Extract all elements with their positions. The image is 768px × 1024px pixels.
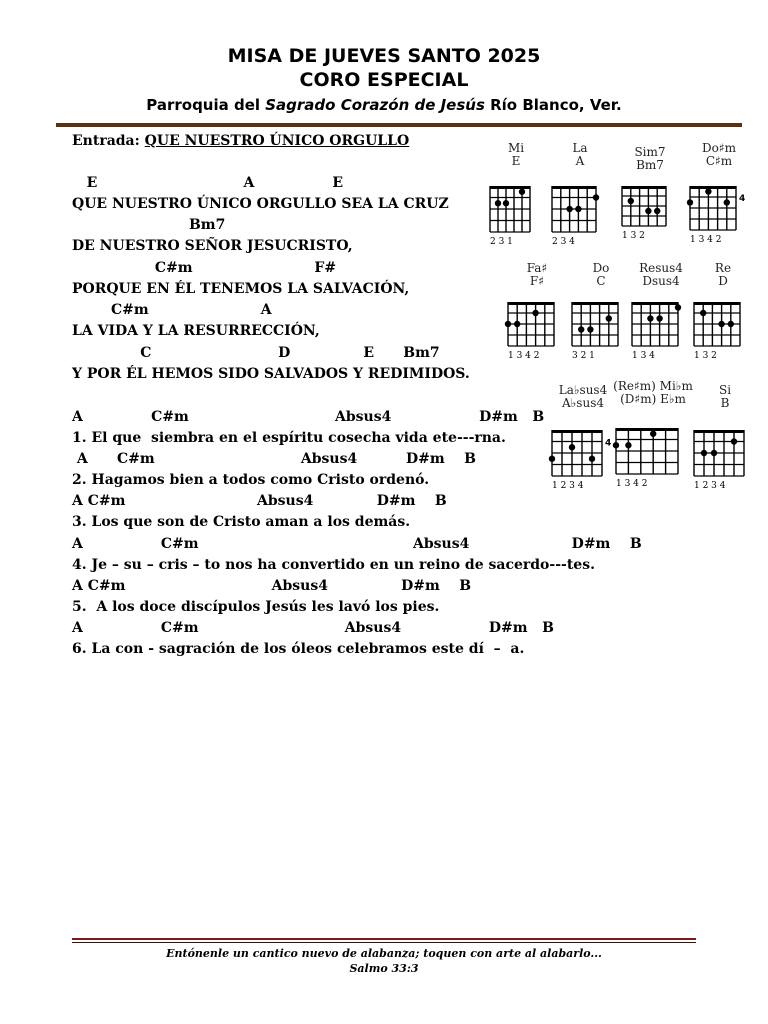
footer-quote: Entónenle un cantico nuevo de alabanza; toquen con arte al alabarlo... <box>166 947 602 960</box>
verse-line: 2. Hagamos bien a todos como Cristo ordenó. <box>72 472 430 488</box>
chord-line: C#m F# <box>72 260 337 276</box>
verse-line: 1. El que siembra en el espíritu cosecha vida ete---rna. <box>72 430 506 446</box>
intro-label: Entrada: <box>72 133 145 149</box>
chord-line: A C#m Absus4 D#m B <box>72 451 476 467</box>
chord-diagram <box>628 262 694 366</box>
svg-text:2 3 1: 2 3 1 <box>490 237 513 247</box>
chord-name: Fa♯ <box>526 261 548 275</box>
chord-diagram <box>486 142 546 252</box>
chord-diagram <box>690 384 760 496</box>
lyric-line: QUE NUESTRO ÚNICO ORGULLO SEA LA CRUZ <box>72 196 449 212</box>
chord-diagram <box>548 384 618 496</box>
chord-name-alt: Dsus4 <box>642 274 680 288</box>
svg-text:4: 4 <box>605 438 612 449</box>
fretboard-grid <box>568 298 634 366</box>
page-subtitle: CORO ESPECIAL <box>299 69 469 91</box>
chord-line: Bm7 <box>72 217 226 233</box>
svg-text:1 3 4 2: 1 3 4 2 <box>690 235 722 245</box>
lyric-line: LA VIDA Y LA RESURRECCIÓN, <box>72 323 320 339</box>
chord-name-alt: C♯m <box>705 154 733 168</box>
fretboard-grid <box>548 426 618 496</box>
svg-text:1 3 4: 1 3 4 <box>632 351 655 361</box>
fretboard-grid <box>628 298 694 366</box>
svg-text:1 2 3 4: 1 2 3 4 <box>552 481 584 491</box>
fretboard-grid <box>690 298 756 366</box>
chord-name: La♭sus4 <box>558 383 608 397</box>
svg-text:4: 4 <box>739 194 746 204</box>
fretboard-grid <box>504 298 570 366</box>
chord-name-alt: (D♯m) E♭m <box>620 392 686 406</box>
chord-name: Do♯m <box>701 141 737 155</box>
chord-name: Resus4 <box>639 261 683 275</box>
chord-diagram <box>686 142 752 250</box>
fretboard-grid <box>686 182 752 250</box>
chord-name-alt: C <box>596 274 606 288</box>
svg-text:1 3 4 2: 1 3 4 2 <box>508 351 540 361</box>
chord-diagram <box>504 262 570 366</box>
verse-line: 4. Je – su – cris – to nos ha convertido en un reino de sacerdo---tes. <box>72 557 595 573</box>
page-title: MISA DE JUEVES SANTO 2025 <box>227 45 541 67</box>
fretboard-grid <box>618 182 682 246</box>
footer-divider-thin <box>72 942 696 943</box>
header-divider <box>56 123 742 127</box>
chord-line: A C#m Absus4 D#m B <box>72 493 447 509</box>
verse-line: 3. Los que son de Cristo aman a los demás. <box>72 514 411 530</box>
svg-text:2 3 4: 2 3 4 <box>552 237 575 247</box>
lyric-line: DE NUESTRO SEÑOR JESUCRISTO, <box>72 238 353 254</box>
fretboard-grid <box>548 182 612 252</box>
chord-name-alt: A♭sus4 <box>561 396 604 410</box>
fretboard-grid <box>612 424 694 494</box>
page-header <box>0 44 768 116</box>
chord-line: C D E Bm7 <box>72 345 440 361</box>
svg-text:3 2 1: 3 2 1 <box>572 351 595 361</box>
chord-name: Si <box>718 383 732 397</box>
chord-line: C#m A <box>72 302 272 318</box>
footer-citation: Salmo 33:3 <box>349 962 419 975</box>
parish-name <box>0 94 768 116</box>
svg-text:1 3 4 2: 1 3 4 2 <box>616 479 648 489</box>
parish-italic: Sagrado Corazón de Jesús <box>265 96 485 114</box>
footer-divider <box>72 938 696 940</box>
chord-diagram <box>568 262 634 366</box>
chord-diagram <box>548 142 612 252</box>
fretboard-grid <box>486 182 546 252</box>
chord-diagram <box>618 146 682 246</box>
verse-line: 6. La con - sagración de los óleos celebramos este dí – a. <box>72 641 525 657</box>
chord-line: A C#m Absus4 D#m B <box>72 409 545 425</box>
chord-name: Sim7 <box>634 145 666 159</box>
chord-name: (Re♯m) Mi♭m <box>613 379 693 393</box>
chord-name-alt: F♯ <box>529 274 545 288</box>
lyric-line: PORQUE EN ÉL TENEMOS LA SALVACIÓN, <box>72 281 410 297</box>
intro-heading <box>72 132 409 150</box>
chord-diagram <box>612 380 694 494</box>
chord-name-alt: D <box>718 274 728 288</box>
chord-name-alt: B <box>720 396 730 410</box>
chord-name: Do <box>592 261 610 275</box>
chord-name-alt: Bm7 <box>636 158 664 172</box>
chord-line: E A E <box>72 175 344 191</box>
chord-name-alt: E <box>511 154 521 168</box>
svg-text:1 3 2: 1 3 2 <box>622 231 645 241</box>
fretboard-grid <box>690 426 760 496</box>
chord-diagram <box>690 262 756 366</box>
svg-text:1 2 3 4: 1 2 3 4 <box>694 481 726 491</box>
lyric-line: Y POR ÉL HEMOS SIDO SALVADOS Y REDIMIDOS. <box>72 366 470 382</box>
parish-prefix: Parroquia del <box>146 96 266 114</box>
chord-name: La <box>572 141 588 155</box>
parish-location: Río Blanco, Ver. <box>484 96 622 114</box>
chord-line: A C#m Absus4 D#m B <box>72 620 554 636</box>
chord-name: Re <box>714 261 732 275</box>
verse-line: 5. A los doce discípulos Jesús les lavó los pies. <box>72 599 440 615</box>
chord-name-alt: A <box>575 154 585 168</box>
intro-title: QUE NUESTRO ÚNICO ORGULLO <box>144 133 410 149</box>
chord-line: A C#m Absus4 D#m B <box>72 536 642 552</box>
chord-line: A C#m Absus4 D#m B <box>72 578 472 594</box>
chord-name: Mi <box>507 141 525 155</box>
svg-text:1 3 2: 1 3 2 <box>694 351 717 361</box>
